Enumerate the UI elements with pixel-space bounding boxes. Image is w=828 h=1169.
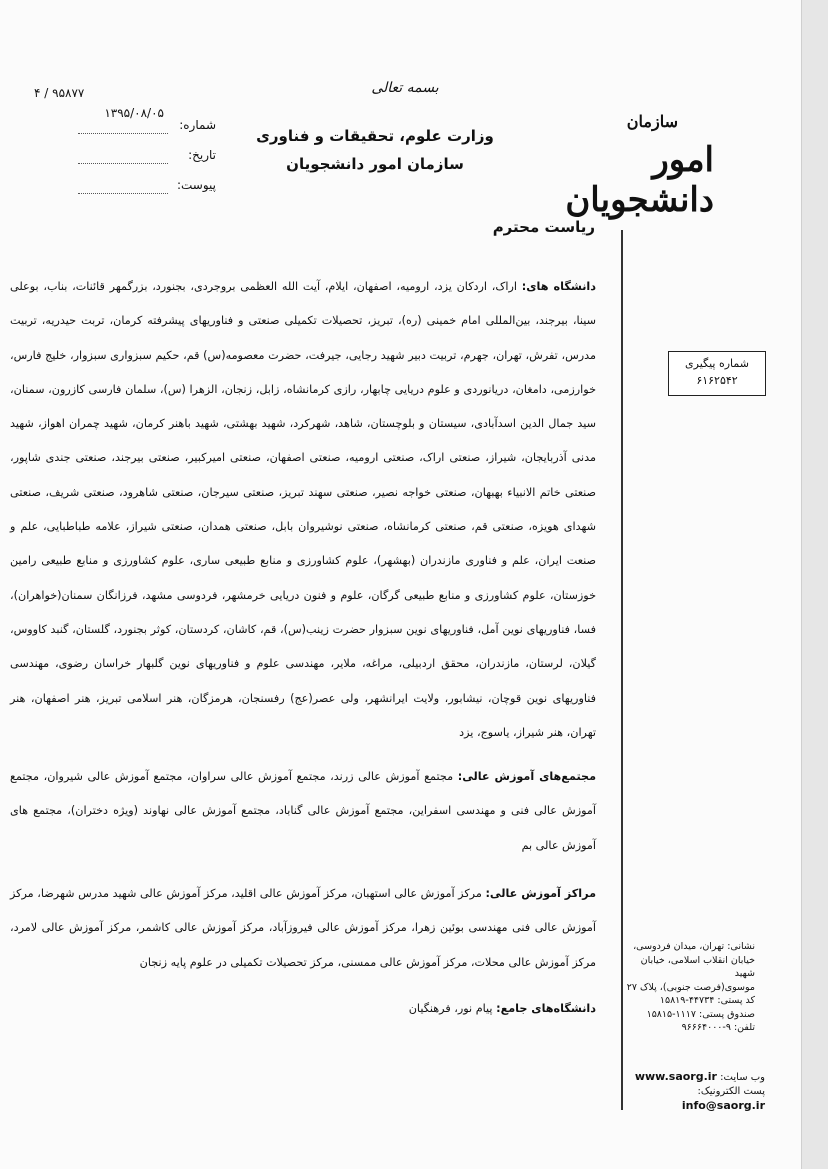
universities-text: اراک، اردکان یزد، ارومیه، اصفهان، ایلام، آیت الله العظمی بروجردی، بجنورد، بزرگمهر قائنات، بناب، بوعلی سینا، بیرجند، بین‌المللی امام خمینی (ره)، تبریز، تحصیلات تکمیلی صنعتی و فناوریهای پیشرفته کرمان، تربت حیدریه، تربیت مدرس، تفرش، تهران، جهرم، تربیت دبیر شهید رجایی، جیرفت، حضرت معصومه(س) قم، حکیم سبزواری سبزوار، خلیج فارس، خوارزمی، دامغان، دریانوردی و علوم دریایی چابهار، رازی کرمانشاه، زابل، زنجان، الزهرا (س)، سلمان فارسی کازرون، سمنان، سید جمال الدین اسدآبادی، سیستان و بلوچستان، شاهد، شهرکرد، شهید بهشتی، شهید باهنر کرمان، شهید چمران اهواز، شهید مدنی آذربایجان، شیراز، صنعتی اراک، صنعتی ارومیه، صنعتی اصفهان، صنعتی امیرکبیر، صنعتی بیرجند، صنعتی جندی شاپور، صنعتی خاتم الانبیاء بهبهان، صنعتی خواجه نصیر، صنعتی سهند تبریز، صنعتی سیرجان، صنعتی شاهرود، صنعتی شریف، صنعتی شهدای هویزه، صنعتی قم، صنعتی کرمانشاه، صنعتی نوشیروان بابل، صنعتی همدان، صنعتی شیراز، علامه طباطبایی، علم و صنعت ایران، علم و فناوری مازندران (بهشهر)، علوم کشاورزی و منابع طبیعی ساری، علوم کشاورزی و منابع طبیعی رامین خوزستان، علوم کشاورزی و منابع طبیعی گرگان، علوم و فنون دریایی خرمشهر، فردوسی مشهد، فرزانگان سمنان(خواهران)، فسا، فناوریهای نوین آمل، فناوریهای نوین سبزوار حضرت زینب(س)، قم، کاشان، کردستان، کوثر بجنورد، گلستان، گنبد کاووس، گیلان، لرستان، مازندران، محقق اردبیلی، مراغه، ملایر، مهندسی علوم و فناوریهای نوین گلبهار خراسان رضوی، مهندسی فناوریهای نوین قوچان، نیشابور، ولایت ایرانشهر، ولی عصر(عج) رفسنجان، هرمزگان، هنر اسلامی تبریز، هنر اصفهان، هنر تهران، هنر شیراز، یاسوج، یزد bbox=[10, 280, 596, 739]
salutation: ریاست محترم bbox=[492, 218, 595, 236]
meta-date-row bbox=[34, 148, 224, 178]
complexes-label: مجتمع‌های آموزش عالی: bbox=[457, 770, 597, 784]
ministry-header bbox=[240, 122, 510, 178]
complexes-text: مجتمع آموزش عالی زرند، مجتمع آموزش عالی سراوان، مجتمع آموزش عالی شیروان، مجتمع آموزش عالی فنی و مهندسی اسفراین، مجتمع آموزش عالی گناباد، مجتمع آموزش عالی نهاوند (ویژه دختران)، مجتمع های آموزش عالی بم bbox=[10, 770, 596, 852]
address-line: نشانی: تهران، میدان فردوسی، bbox=[633, 941, 755, 952]
organization-name: سازمان امور دانشجویان bbox=[286, 155, 464, 173]
email-label: پست الکترونیک: bbox=[697, 1086, 765, 1097]
tracking-box bbox=[668, 351, 766, 396]
date-label: تاریخ: bbox=[188, 148, 216, 162]
address-block bbox=[625, 940, 755, 1035]
address-line: خیابان انقلاب اسلامی، خیابان شهید bbox=[640, 954, 755, 979]
organization-logo bbox=[565, 112, 718, 242]
postal-code: کد پستی: ۴۴۷۳۴-۱۵۸۱۹ bbox=[659, 995, 755, 1006]
phone: تلفن: ۹-۹۶۶۶۴۰۰۰ bbox=[681, 1022, 755, 1033]
attachment-label: پیوست: bbox=[176, 178, 216, 192]
centers-paragraph bbox=[10, 877, 596, 980]
attachment-dots bbox=[78, 181, 168, 194]
po-box: صندوق پستی: ۱۱۱۷-۱۵۸۱۵ bbox=[646, 1008, 755, 1020]
centers-text: مرکز آموزش عالی استهبان، مرکز آموزش عالی اقلید، مرکز آموزش عالی شهید مدرس شهرضا، مرکز آموزش عالی فنی مهندسی بوئین زهرا، مرکز آموزش عالی فیروزآباد، مرکز آموزش عالی کاشمر، مرکز آموزش عالی لامرد، مرکز آموزش عالی محلات، مرکز آموزش عالی ممسنی، مرکز تحصیلات تکمیلی در علوم پایه زنجان bbox=[10, 887, 596, 969]
logo-line-2: امور دانشجویان bbox=[565, 140, 714, 220]
meta-number-row bbox=[34, 106, 224, 148]
complexes-paragraph bbox=[10, 760, 596, 863]
bismillah-heading: بسمه تعالی bbox=[371, 80, 439, 96]
comprehensive-text: پیام نور، فرهنگیان bbox=[408, 1001, 493, 1015]
website-link[interactable]: www.saorg.ir bbox=[634, 1070, 717, 1083]
tracking-number: ۶۱۶۲۵۴۲ bbox=[696, 374, 738, 387]
scan-edge bbox=[801, 0, 828, 1169]
universities-paragraph bbox=[10, 270, 596, 750]
letter-meta bbox=[34, 88, 224, 208]
comprehensive-label: دانشگاه‌های جامع: bbox=[496, 1001, 596, 1015]
ministry-name: وزارت علوم، تحقیقات و فناوری bbox=[256, 127, 494, 145]
meta-attachment-row bbox=[34, 178, 224, 208]
email-row bbox=[625, 1085, 765, 1114]
number-dots bbox=[78, 121, 168, 134]
universities-label: دانشگاه های: bbox=[521, 280, 596, 293]
number-value: ۱۳۹۵/۰۸/۰۵ bbox=[104, 106, 164, 120]
reference-number: ۴ / ۹۵۸۷۷ bbox=[34, 86, 85, 100]
email-link[interactable]: info@saorg.ir bbox=[681, 1099, 765, 1112]
website-label: وب سایت: bbox=[720, 1072, 765, 1083]
website-row bbox=[625, 1070, 765, 1085]
number-label: شماره: bbox=[179, 118, 216, 132]
address-line: موسوی(فرصت جنوبی)، پلاک ۲۷ bbox=[626, 981, 755, 993]
vertical-divider bbox=[621, 230, 623, 1110]
centers-label: مراکز آموزش عالی: bbox=[485, 887, 596, 901]
logo-line-1: سازمان bbox=[626, 112, 678, 131]
date-dots bbox=[78, 151, 168, 164]
letter-body bbox=[10, 270, 596, 1026]
web-contact bbox=[625, 1070, 765, 1114]
tracking-label: شماره پیگیری bbox=[685, 357, 749, 370]
comprehensive-paragraph bbox=[10, 992, 596, 1026]
